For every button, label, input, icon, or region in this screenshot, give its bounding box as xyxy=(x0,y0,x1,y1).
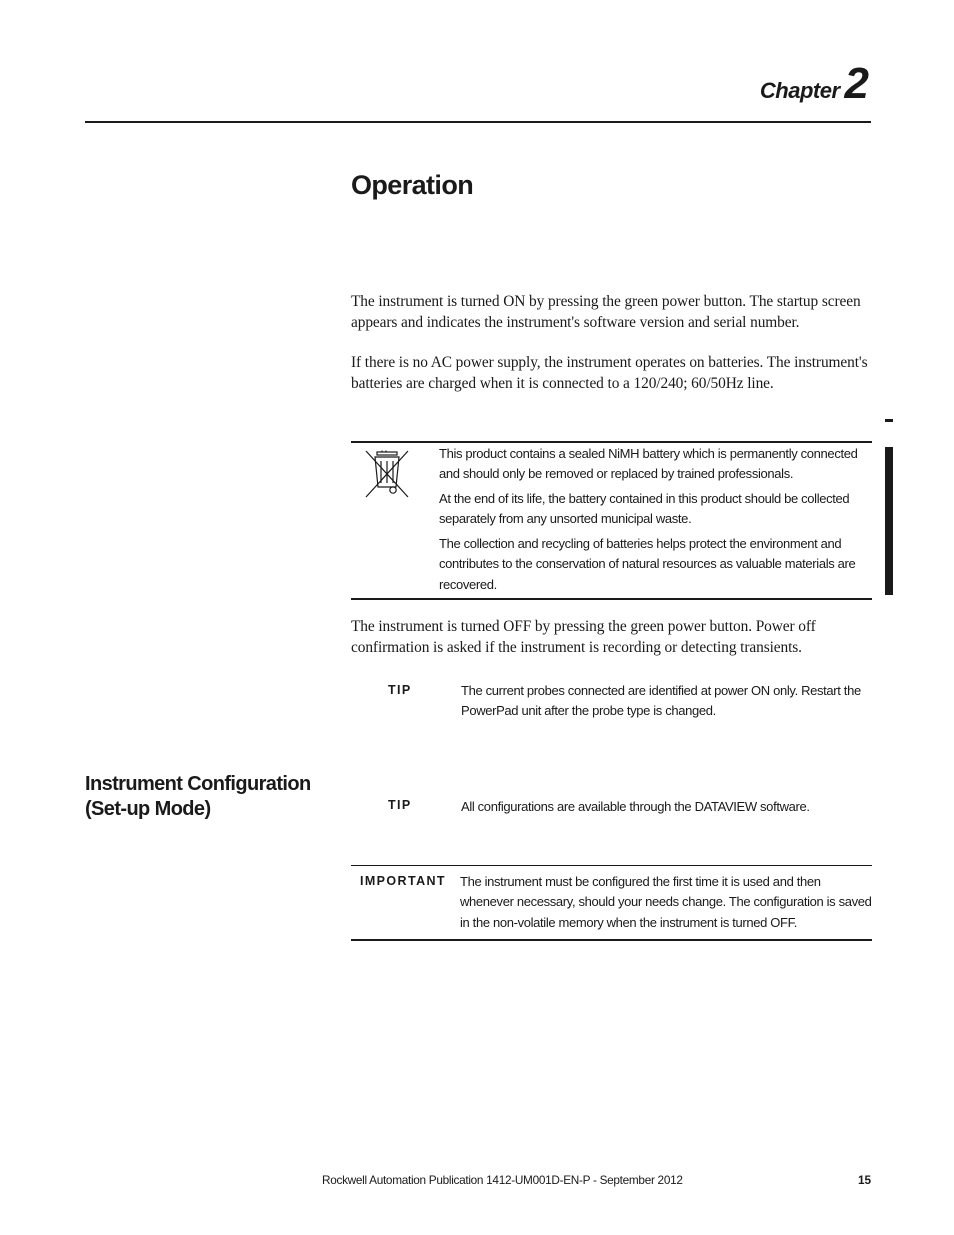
power-on-paragraph: The instrument is turned ON by pressing the green power button. The startup screen appears and indicates the instrument's software version and serial number. xyxy=(351,293,861,331)
margin-tick-mark xyxy=(885,419,893,422)
tip-text: All configurations are available through the DATAVIEW software. xyxy=(461,799,810,814)
important-label: IMPORTANT xyxy=(360,874,446,888)
chapter-heading xyxy=(759,59,869,110)
battery-notice xyxy=(351,441,872,600)
important-notice xyxy=(351,865,872,941)
chapter-label: Chapter xyxy=(759,78,840,103)
tip-label: TIP xyxy=(388,798,412,812)
important-text: The instrument must be configured the first time it is used and then whenever necessary, should your needs change. The configuration is saved in the non-volatile memory when the instrument is turned OFF. xyxy=(460,874,872,930)
tip-text: The current probes connected are identified at power ON only. Restart the PowerPad unit after the probe type is changed. xyxy=(461,683,861,719)
battery-power-paragraph: If there is no AC power supply, the instrument operates on batteries. The instrument's batteries are charged when it is connected to a 120/240; 60/50Hz line. xyxy=(351,354,868,392)
crossed-out-wheeled-bin-icon xyxy=(363,449,411,499)
section-heading: Instrument Configuration (Set-up Mode) xyxy=(85,773,311,820)
page-title: Operation xyxy=(351,170,474,200)
power-off-paragraph: The instrument is turned OFF by pressing the green power button. Power off confirmation is asked if the instrument is recording or detecting transients. xyxy=(351,618,816,656)
battery-notice-line: The collection and recycling of batteries helps protect the environment and contributes to the conservation of natural resources as valuable materials are recovered. xyxy=(439,536,856,592)
footer-publication: Rockwell Automation Publication 1412-UM001D-EN-P - September 2012 xyxy=(322,1173,683,1187)
chapter-number: 2 xyxy=(844,59,869,108)
battery-notice-line: This product contains a sealed NiMH battery which is permanently connected and should only be removed or replaced by trained professionals. xyxy=(439,446,858,482)
margin-change-bar xyxy=(885,447,893,595)
chapter-divider xyxy=(85,121,871,123)
page-number: 15 xyxy=(858,1173,872,1187)
battery-notice-line: At the end of its life, the battery contained in this product should be collected separately from any unsorted municipal waste. xyxy=(439,491,850,527)
tip-label: TIP xyxy=(388,683,412,697)
battery-notice-text xyxy=(439,444,871,600)
